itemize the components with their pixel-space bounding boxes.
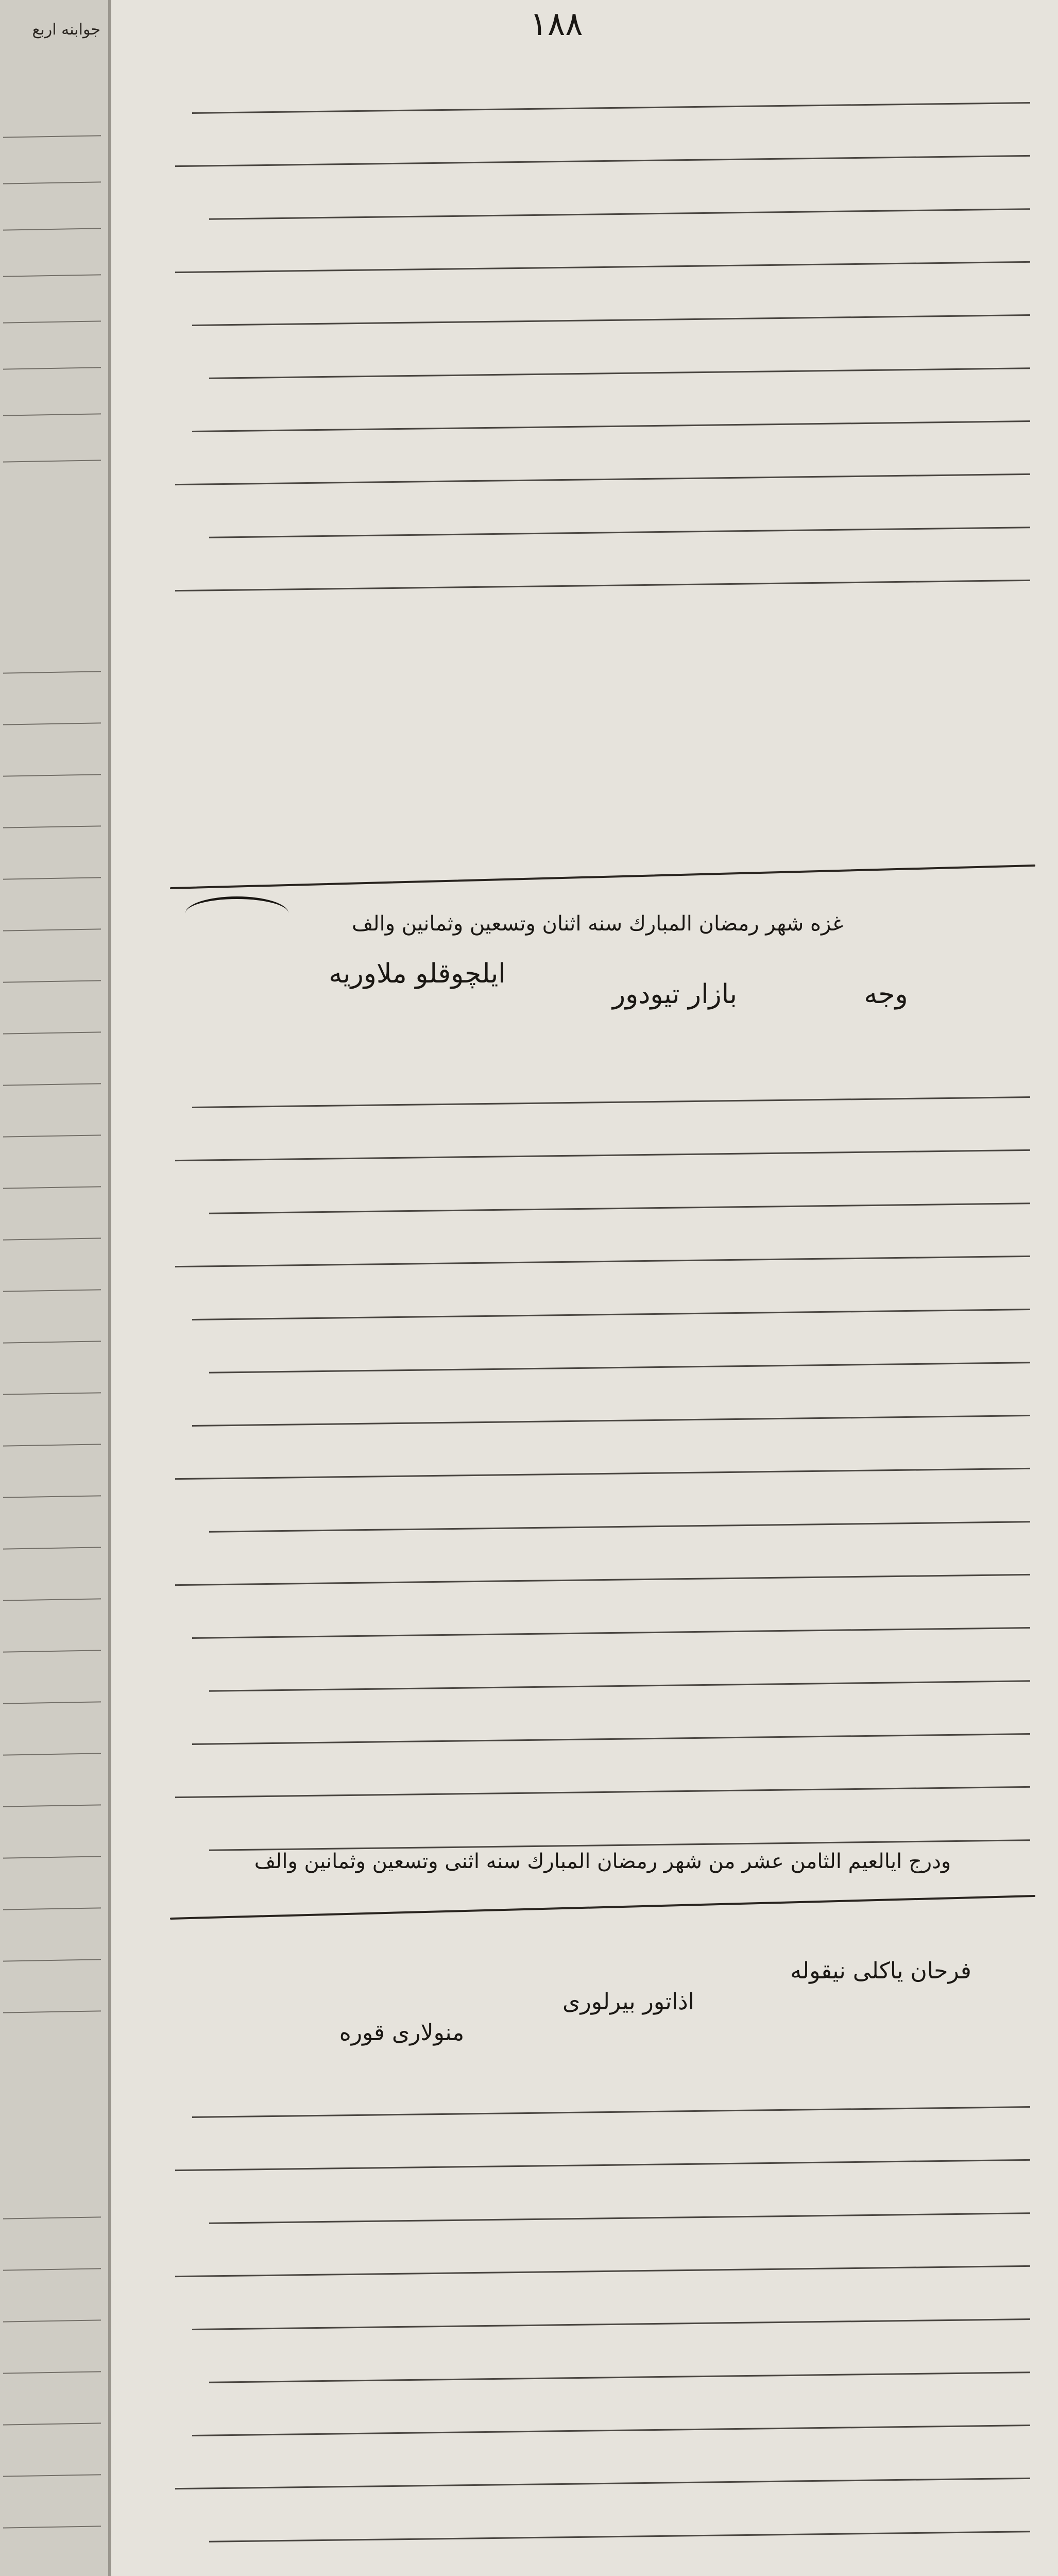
facing-line (3, 354, 101, 369)
handwritten-line (192, 1693, 1030, 1745)
handwritten-line (192, 2384, 1030, 2436)
handwritten-line (209, 327, 1030, 379)
facing-line (3, 1792, 101, 1807)
facing-line (3, 813, 101, 828)
handwritten-line (192, 274, 1030, 326)
handwritten-line (175, 2544, 1030, 2576)
handwritten-line (192, 1268, 1030, 1320)
entry-divider (170, 1895, 1035, 1920)
handwritten-line (175, 539, 1030, 591)
handwritten-line (175, 1215, 1030, 1267)
handwritten-line (209, 1321, 1030, 1373)
facing-line (3, 1122, 101, 1137)
facing-line (3, 169, 101, 184)
facing-line (3, 1328, 101, 1343)
facing-line (3, 1946, 101, 1961)
handwritten-line (175, 2225, 1030, 2277)
facing-line (3, 2565, 101, 2576)
facing-line (3, 658, 101, 673)
facing-line (3, 262, 101, 277)
facing-line (3, 123, 101, 138)
entry-1-date: غزه شهر رمضان المبارك سنه اثنان وتسعين وثمانين والف (352, 912, 843, 936)
facing-line (3, 308, 101, 323)
handwritten-line (209, 168, 1030, 219)
handwritten-line (209, 486, 1030, 538)
entry-2-heading-left: وجه (864, 979, 908, 1010)
facing-line (3, 1637, 101, 1652)
facing-line (3, 2410, 101, 2425)
facing-line (3, 1740, 101, 1755)
facing-line (3, 1380, 101, 1395)
entry-3-heading-far-right: فرحان یاکلی نیقوله (790, 1958, 971, 1984)
handwritten-line (209, 1640, 1030, 1691)
entry-2-date: ودرج ایالعيم الثامن عشر من شهر رمضان المبارك سنه اثنی وتسعین وثمانین والف (254, 1850, 951, 1873)
handwritten-line (209, 2490, 1030, 2542)
entry-3-heading-right: اذاتور بیرلوری (562, 1989, 694, 2015)
facing-line (3, 1483, 101, 1498)
facing-line (3, 2359, 101, 2374)
handwritten-line (175, 2119, 1030, 2171)
facing-line (3, 2307, 101, 2322)
facing-line (3, 1071, 101, 1086)
handwritten-line (175, 1428, 1030, 1480)
deed-entry-3 (175, 2071, 1030, 2576)
handwritten-line (192, 2066, 1030, 2118)
handwritten-line (192, 2278, 1030, 2330)
handwritten-line (209, 1481, 1030, 1532)
handwritten-line (209, 1162, 1030, 1214)
facing-line (3, 710, 101, 725)
facing-line (3, 1843, 101, 1858)
facing-line (3, 447, 101, 462)
handwritten-line (175, 433, 1030, 485)
facing-line (3, 916, 101, 931)
facing-line (3, 2256, 101, 2270)
facing-page-fragment (0, 0, 111, 2576)
facing-line (3, 1998, 101, 2013)
facing-line (3, 865, 101, 879)
handwritten-line (175, 2437, 1030, 2489)
facing-line (3, 1277, 101, 1292)
facing-line (3, 1895, 101, 1910)
handwritten-line (175, 1534, 1030, 1586)
facing-line (3, 761, 101, 776)
facing-line (3, 1689, 101, 1704)
entry-divider (170, 865, 1035, 889)
handwritten-line (175, 115, 1030, 167)
handwritten-line (192, 1375, 1030, 1427)
facing-line (3, 2204, 101, 2219)
handwritten-line (209, 1799, 1030, 1851)
facing-line (3, 2462, 101, 2477)
handwritten-line (192, 62, 1030, 114)
handwritten-line (192, 1587, 1030, 1639)
facing-line (3, 1534, 101, 1549)
page-number: ١٨٨ (530, 5, 583, 43)
facing-line (3, 1431, 101, 1446)
entry-2-heading-center: بازار تیودور (612, 979, 737, 1010)
deed-entry-2 (175, 1061, 1030, 1857)
facing-line (3, 1225, 101, 1240)
entry-3-heading-center: منولاری قوره (339, 2020, 465, 2046)
facing-line (3, 1586, 101, 1601)
handwritten-line (192, 1056, 1030, 1108)
signature-mark (185, 896, 288, 930)
handwritten-line (175, 221, 1030, 273)
handwritten-line (175, 1746, 1030, 1798)
facing-line (3, 401, 101, 416)
facing-line (3, 2513, 101, 2528)
handwritten-line (209, 2331, 1030, 2383)
deed-entry-1 (175, 67, 1030, 598)
handwritten-line (209, 2172, 1030, 2224)
entry-2-heading-right: ایلچوقلو ملاوریه (329, 958, 506, 989)
handwritten-line (192, 380, 1030, 432)
facing-line (3, 968, 101, 982)
facing-line (3, 1019, 101, 1034)
facing-page-heading: جوابنه اربع (32, 21, 100, 39)
facing-line (3, 215, 101, 230)
facing-line (3, 1174, 101, 1189)
handwritten-line (175, 1109, 1030, 1161)
